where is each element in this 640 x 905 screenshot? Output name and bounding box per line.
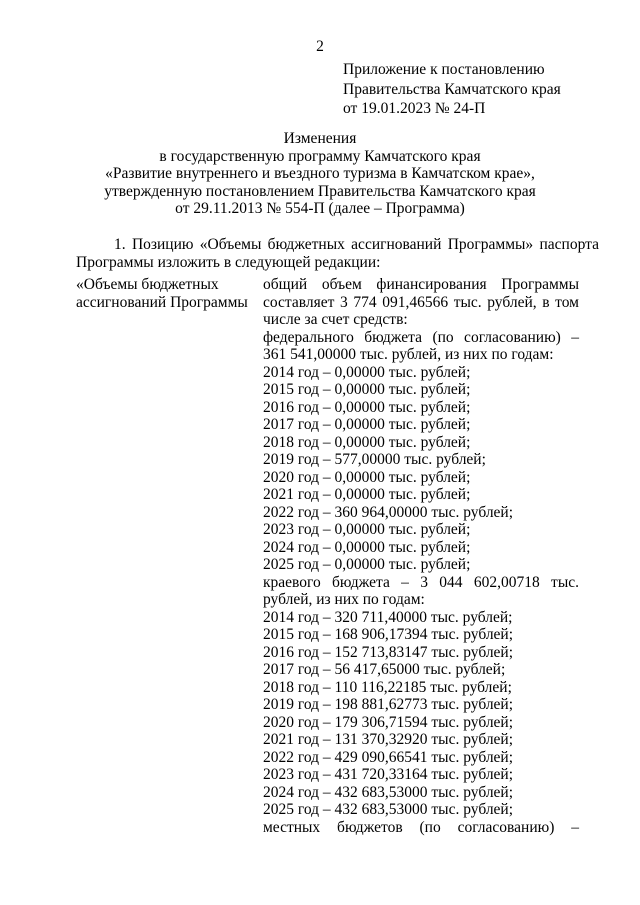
year-line: 2025 год – 432 683,53000 тыс. рублей; — [263, 801, 514, 818]
year-line: 2020 год – 0,00000 тыс. рублей; — [263, 468, 471, 486]
regional-years-list — [263, 609, 579, 819]
year-line: 2017 год – 56 417,65000 тыс. рублей; — [263, 661, 506, 678]
title-line: «Развитие внутреннего и въездного туризма в Камчатском крае», — [105, 165, 535, 182]
table-value-cell — [263, 276, 579, 836]
year-line: 2021 год – 0,00000 тыс. рублей; — [263, 486, 471, 503]
federal-years-list — [263, 364, 579, 574]
table-label-cell — [76, 276, 256, 311]
title-line: от 29.11.2013 № 554-П (далее – Программа) — [175, 200, 465, 217]
year-line: 2015 год – 168 906,17394 тыс. рублей; — [263, 626, 514, 643]
year-line: 2019 год – 198 881,62773 тыс. рублей; — [263, 696, 514, 713]
year-line: 2024 год – 432 683,53000 тыс. рублей; — [263, 783, 514, 801]
label-line: ассигнований Программы — [76, 293, 248, 311]
year-line: 2018 год – 0,00000 тыс. рублей; — [263, 433, 471, 451]
year-line: 2023 год – 0,00000 тыс. рублей; — [263, 521, 471, 538]
year-line: 2025 год – 0,00000 тыс. рублей; — [263, 556, 471, 573]
label-line: «Объемы бюджетных — [76, 276, 219, 293]
title-line: Изменения — [283, 130, 357, 147]
year-line: 2014 год – 320 711,40000 тыс. рублей; — [263, 608, 513, 626]
year-line: 2017 год – 0,00000 тыс. рублей; — [263, 416, 471, 433]
title-line: утвержденную постановлением Правительства Камчатского края — [104, 182, 536, 200]
appendix-line: Приложение к постановлению — [343, 61, 545, 78]
year-line: 2015 год – 0,00000 тыс. рублей; — [263, 381, 471, 398]
year-line: 2024 год – 0,00000 тыс. рублей; — [263, 538, 471, 556]
appendix-header — [343, 60, 633, 119]
title-line: в государственную программу Камчатского края — [159, 147, 481, 165]
page-number: 2 — [316, 38, 324, 55]
year-line: 2020 год – 179 306,71594 тыс. рублей; — [263, 713, 514, 731]
year-line: 2016 год – 152 713,83147 тыс. рублей; — [263, 643, 514, 661]
year-line: 2019 год – 577,00000 тыс. рублей; — [263, 451, 486, 468]
year-line: 2018 год – 110 116,22185 тыс. рублей; — [263, 678, 512, 696]
instruction-paragraph: 1. Позицию «Объемы бюджетных ассигнований Программы» паспорта Программы изложить в следующей редакции: — [76, 236, 599, 271]
appendix-line: от 19.01.2023 № 24-П — [343, 100, 486, 117]
appendix-line: Правительства Камчатского края — [343, 80, 561, 98]
year-line: 2016 год – 0,00000 тыс. рублей; — [263, 398, 471, 416]
year-line: 2021 год – 131 370,32920 тыс. рублей; — [263, 731, 514, 748]
federal-budget-heading: федерального бюджета (по согласованию) – 361 541,00000 тыс. рублей, из них по годам: — [263, 328, 579, 363]
year-line: 2022 год – 360 964,00000 тыс. рублей; — [263, 503, 514, 521]
year-line: 2023 год – 431 720,33164 тыс. рублей; — [263, 766, 514, 783]
regional-budget-heading: краевого бюджета – 3 044 602,00718 тыс. рублей, из них по годам: — [263, 573, 579, 608]
local-budget-heading: местных бюджетов (по согласованию) – — [263, 818, 579, 836]
year-line: 2022 год – 429 090,66541 тыс. рублей; — [263, 748, 514, 766]
total-funding-text: общий объем финансирования Программы составляет 3 774 091,46566 тыс. рублей, в том числе за счет средств: — [263, 276, 579, 328]
document-title — [0, 130, 640, 218]
year-line: 2014 год – 0,00000 тыс. рублей; — [263, 363, 471, 381]
